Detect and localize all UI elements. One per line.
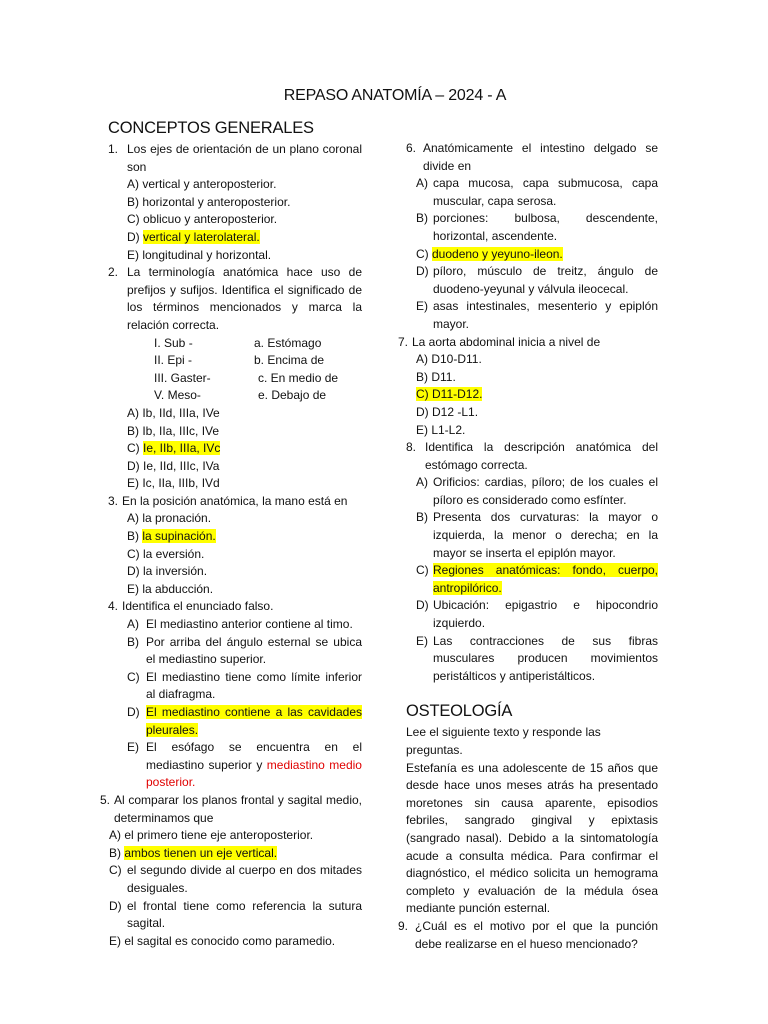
option-d: D) vertical y laterolateral.: [127, 229, 260, 244]
option-c: C) Regiones anatómicas: fondo, cuerpo, antropilórico.: [416, 563, 658, 595]
option-e: E) el sagital es conocido como paramedio.: [109, 933, 336, 948]
option-c: C) El mediastino tiene como límite inferior al diafragma.: [127, 669, 362, 702]
option-e: E) longitudinal y horizontal.: [127, 247, 272, 262]
option-b: B) D11.: [416, 369, 456, 384]
option-a: A) Ib, IId, IIIa, IVe: [127, 405, 220, 420]
highlighted-answer: duodeno y yeyuno-ileon.: [432, 246, 563, 261]
question-text: Anatómicamente el intestino delgado se divide en: [423, 141, 658, 173]
question-text: Identifica la descripción anatómica del estómago correcta.: [425, 440, 658, 472]
option-e: E) L1-L2.: [416, 422, 466, 437]
question-number: 9.: [398, 918, 409, 933]
question-7: [398, 334, 658, 440]
highlighted-answer: Regiones anatómicas: fondo, cuerpo, antropilórico.: [433, 563, 658, 595]
question-5: [100, 792, 362, 950]
question-number: 8.: [406, 440, 417, 455]
left-column: [100, 118, 362, 950]
reading-instruction: Lee el siguiente texto y responde las preguntas.: [406, 725, 601, 757]
option-c: C) la eversión.: [127, 546, 205, 561]
option-b: B) Presenta dos curvaturas: la mayor o izquierda, la menor o derecha; en la mayor se inserta el epiplón mayor.: [416, 510, 658, 560]
option-c: C) duodeno y yeyuno-ileon.: [416, 246, 563, 261]
option-b: B) Ib, IIa, IIIc, IVe: [127, 423, 220, 438]
option-d: D) Ie, IId, IIIc, IVa: [127, 458, 220, 473]
term: II. Epi -: [154, 353, 193, 368]
option-e: E) Las contracciones de sus fibras musculares producen movimientos peristálticos y antiperistálticos.: [416, 633, 658, 683]
option-a: A) D10-D11.: [416, 352, 482, 367]
option-b: B) Por arriba del ángulo esternal se ubica el mediastino superior.: [127, 634, 362, 667]
term: III. Gaster-: [154, 370, 211, 385]
question-text: Al comparar los planos frontal y sagital medio, determinamos que: [114, 792, 362, 825]
option-b: B) ambos tienen un eje vertical.: [109, 845, 278, 860]
option-c: C) el segundo divide al cuerpo en dos mitades desiguales.: [109, 863, 362, 895]
option-a: A) Orificios: cardias, píloro; de los cuales el píloro es considerado como esfínter.: [416, 475, 658, 507]
question-text: La terminología anatómica hace uso de prefijos y sufijos. Identifica el significado de los términos mencionados y marca la relación correcta.: [127, 265, 362, 332]
option-d: D) Ubicación: epigastrio e hipocondrio izquierdo.: [416, 598, 658, 631]
right-column: [398, 140, 658, 953]
option-b: B) la supinación.: [127, 529, 216, 544]
option-a: A) el primero tiene eje anteroposterior.: [109, 828, 314, 843]
option-d: D) el frontal tiene como referencia la sutura sagital.: [109, 898, 362, 931]
section-heading-conceptos: CONCEPTOS GENERALES: [108, 119, 314, 137]
option-a: A) la pronación.: [127, 511, 212, 526]
option-a: A) El mediastino anterior contiene al timo.: [127, 617, 353, 632]
term: I. Sub -: [154, 335, 193, 350]
option-c: [416, 386, 658, 404]
page-title: REPASO ANATOMÍA – 2024 - A: [283, 87, 507, 104]
question-number: 5.: [100, 792, 111, 807]
question-3: [100, 493, 362, 599]
term: V. Meso-: [154, 388, 201, 403]
option-d: D) El mediastino contiene a las cavidades pleurales.: [127, 705, 362, 737]
case-paragraph: Estefanía es una adolescente de 15 años que desde hace unos meses atrás ha presentado moretones sin causa aparente, episodios febriles, sangrado gingival y epixtasis (sangrado nasal). Debido a la sintomatología acude a consulta médica. Para confirmar el diagnóstico, el médico solicita un hemograma completo y evaluación de la médula ósea mediante punción esternal.: [406, 760, 658, 916]
question-text: La aorta abdominal inicia a nivel de: [412, 334, 601, 349]
red-annotation: mediastino medio posterior.: [146, 757, 362, 790]
option-d: D) píloro, músculo de treitz, ángulo de duodeno-yeyunal y válvula ileocecal.: [416, 264, 658, 296]
highlighted-answer: ambos tienen un eje vertical.: [124, 845, 278, 860]
option-b: B) horizontal y anteroposterior.: [127, 194, 291, 209]
section-heading-osteologia: OSTEOLOGÍA: [406, 702, 513, 721]
question-number: 4.: [108, 599, 119, 614]
question-2: [100, 264, 362, 493]
question-number: 2.: [108, 265, 119, 280]
meaning: a. Estómago: [254, 335, 322, 350]
question-9: [398, 918, 658, 953]
highlighted-answer: la supinación.: [142, 529, 216, 544]
question-number: 6.: [406, 141, 417, 155]
meaning: e. Debajo de: [258, 388, 327, 403]
meaning: b. Encima de: [254, 353, 325, 368]
option-e: E) Ic, IIa, IIIb, IVd: [127, 476, 220, 491]
question-4: [100, 598, 362, 792]
question-number: 1.: [108, 142, 119, 156]
meaning: c. En medio de: [258, 370, 339, 385]
option-b: B) porciones: bulbosa, descendente, horizontal, ascendente.: [416, 211, 658, 243]
question-text: Identifica el enunciado falso.: [122, 599, 274, 614]
option-e: E) asas intestinales, mesenterio y epiplón mayor.: [416, 299, 658, 331]
highlighted-answer: Ie, IIb, IIIa, IVc: [143, 441, 221, 456]
question-text: ¿Cuál es el motivo por el que la punción debe realizarse en el hueso mencionado?: [415, 918, 658, 951]
question-8: [398, 439, 658, 685]
question-text: En la posición anatómica, la mano está en: [122, 493, 348, 508]
highlighted-answer: vertical y laterolateral.: [143, 229, 260, 244]
question-6: [398, 140, 658, 334]
highlighted-answer: C) D11-D12.: [416, 387, 483, 402]
matching-table: [108, 335, 362, 405]
option-e: E) la abducción.: [127, 581, 214, 596]
question-1: [100, 141, 362, 264]
highlighted-answer: El mediastino contiene a las cavidades pleurales.: [146, 705, 362, 737]
option-d: D) la inversión.: [127, 564, 208, 579]
option-a: A) capa mucosa, capa submucosa, capa muscular, capa serosa.: [416, 176, 658, 208]
question-text: Los ejes de orientación de un plano coronal son: [127, 142, 362, 174]
question-number: 7.: [398, 334, 409, 349]
option-a: A) vertical y anteroposterior.: [127, 177, 277, 192]
question-number: 3.: [108, 493, 119, 508]
option-e: E) El esófago se encuentra en el mediastino superior y mediastino medio posterior.: [127, 740, 362, 790]
option-d: D) D12 -L1.: [416, 404, 479, 419]
option-c: C) Ie, IIb, IIIa, IVc: [127, 441, 221, 456]
option-c: C) oblicuo y anteroposterior.: [127, 212, 278, 227]
